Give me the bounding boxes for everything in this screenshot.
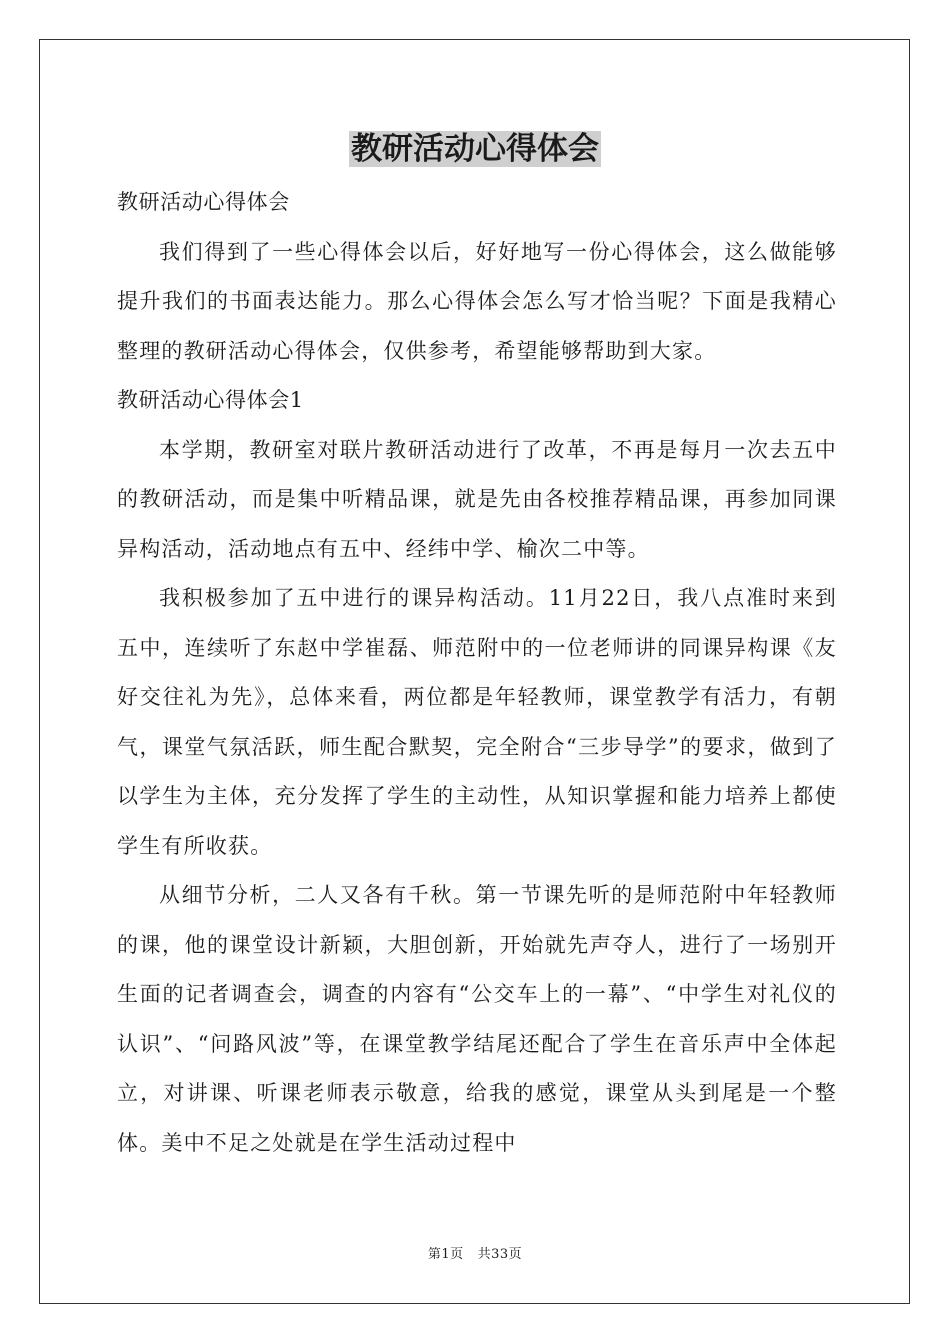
- body-paragraph: 从细节分析，二人又各有千秋。第一节课先听的是师范附中年轻教师的课，他的课堂设计新颖，大胆创新，开始就先声夺人，进行了一场别开生面的记者调查会，调查的内容有“公交车上的一幕”、“中学生对礼仪的认识”、“问路风波”等，在课堂教学结尾还配合了学生在音乐声中全体起立，对讲课、听课老师表示敬意，给我的感觉，课堂从头到尾是一个整体。美中不足之处就是在学生活动过程中: [117, 883, 837, 1155]
- body-paragraph: 我们得到了一些心得体会以后，好好地写一份心得体会，这么做能够提升我们的书面表达能力。那么心得体会怎么写才恰当呢？下面是我精心整理的教研活动心得体会，仅供参考，希望能够帮助到大家。: [117, 239, 837, 363]
- page-total: 共33页: [477, 1247, 523, 1262]
- section-heading: 教研活动心得体会1: [117, 388, 304, 412]
- document-title-text: 教研活动心得体会: [351, 131, 599, 167]
- page-number: 第1页: [427, 1247, 464, 1262]
- document-body: [117, 178, 837, 1168]
- document-title: [0, 126, 950, 172]
- body-paragraph: 我积极参加了五中进行的课异构活动。11月22日，我八点准时来到五中，连续听了东赵中学崔磊、师范附中的一位老师讲的同课异构课《友好交往礼为先》，总体来看，两位都是年轻教师，课堂教学有活力，有朝气，课堂气氛活跃，师生配合默契，完全附合“三步导学”的要求，做到了以学生为主体，充分发挥了学生的主动性，从知识掌握和能力培养上都使学生有所收获。: [117, 586, 837, 858]
- body-paragraph: 本学期，教研室对联片教研活动进行了改革，不再是每月一次去五中的教研活动，而是集中听精品课，就是先由各校推荐精品课，再参加同课异构活动，活动地点有五中、经纬中学、榆次二中等。: [117, 437, 837, 561]
- page-footer: [0, 1243, 950, 1262]
- section-heading: 教研活动心得体会: [117, 190, 290, 214]
